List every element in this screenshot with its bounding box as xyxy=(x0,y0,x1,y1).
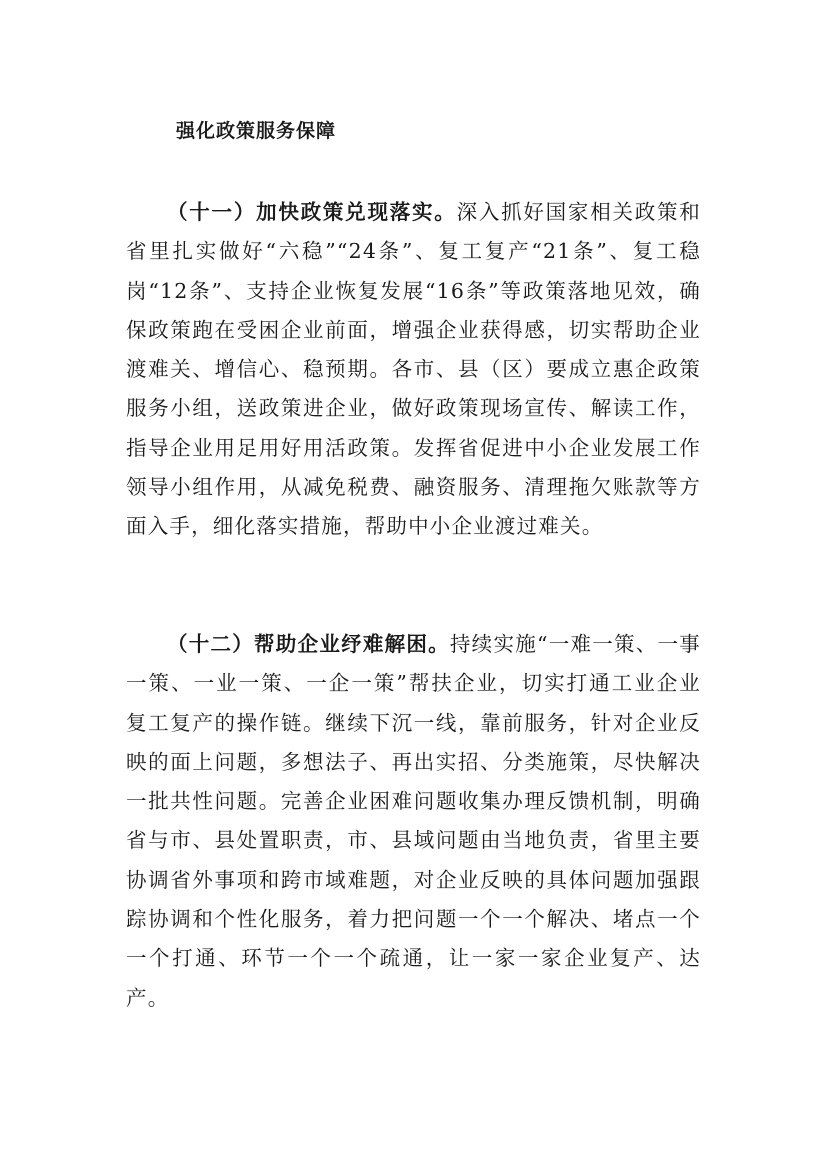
section-heading: 强化政策服务保障 xyxy=(176,120,337,142)
paragraph-body: 持续实施“一难一策、一事一策、一业一策、一企一策”帮扶企业，切实打通工业企业复工复产的操作链。继续下沉一线，靠前服务，针对企业反映的面上问题，多想法子、再出实招、分类施策，尽快解决一批共性问题。完善企业困难问题收集办理反馈机制，明确省与市、县处置职责，市、县域问题由当地负责，省里主要协调省外事项和跨市域难题，对企业反映的具体问题加强跟踪协调和个性化服务，着力把问题一个一个解决、堵点一个一个打通、环节一个一个疏通，让一家一家企业复产、达产。 xyxy=(126,632,701,1010)
paragraph-11 xyxy=(126,193,701,547)
paragraph-12 xyxy=(126,625,701,1018)
paragraph-body: 深入抓好国家相关政策和省里扎实做好“六稳”“24条”、复工复产“21条”、复工稳岗“12条”、支持企业恢复发展“16条”等政策落地见效，确保政策跑在受困企业前面，增强企业获得感，切实帮助企业渡难关、增信心、稳预期。各市、县（区）要成立惠企政策服务小组，送政策进企业，做好政策现场宣传、解读工作，指导企业用足用好用活政策。发挥省促进中小企业发展工作领导小组作用，从减免税费、融资服务、清理拖欠账款等方面入手，细化落实措施，帮助中小企业渡过难关。 xyxy=(126,200,701,539)
paragraph-lead: （十一）加快政策兑现落实。 xyxy=(167,200,457,224)
paragraph-lead: （十二）帮助企业纾难解困。 xyxy=(167,632,450,656)
